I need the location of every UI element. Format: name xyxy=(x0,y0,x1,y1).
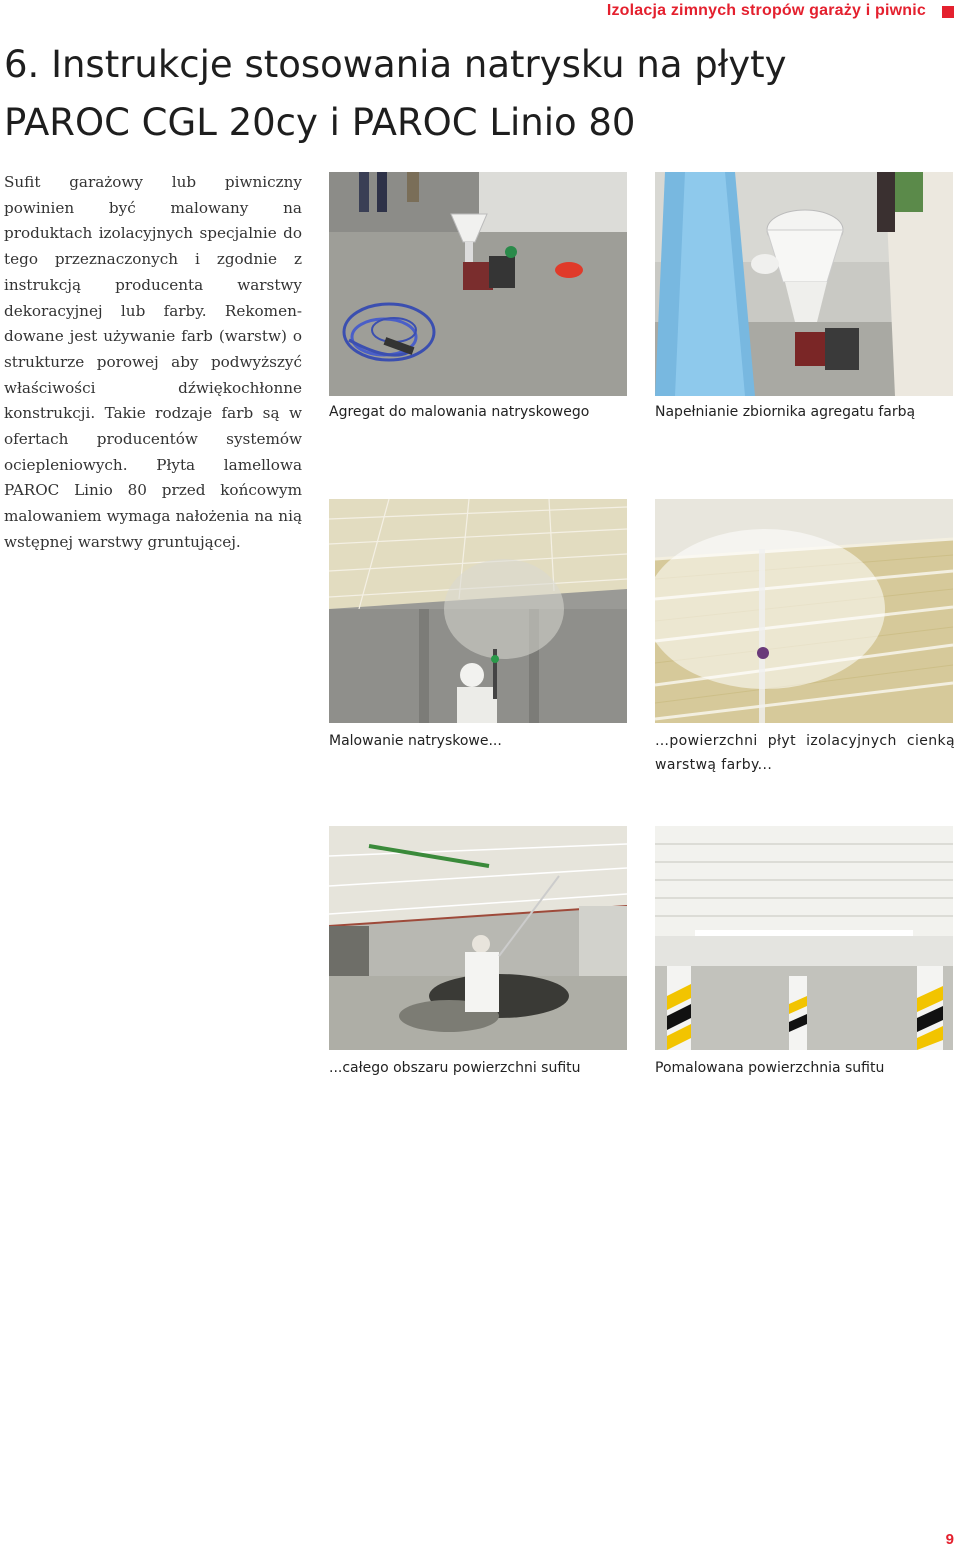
photo-spray-equipment xyxy=(329,172,627,396)
photo-painted-ceiling xyxy=(655,826,953,1050)
photo-caption-filling-tank: Napełnianie zbiornika agregatu farbą xyxy=(655,404,916,420)
page-title xyxy=(4,36,904,152)
page-title-line-1: 6. Instrukcje stosowania natrysku na płyty xyxy=(4,43,787,86)
page-title-line-2: PAROC CGL 20cy i PAROC Linio 80 xyxy=(4,101,636,144)
photo-entire-ceiling xyxy=(329,826,627,1050)
photo-caption-spray-equipment: Agregat do malowania natryskowego xyxy=(329,404,590,420)
photo-caption-painted-ceiling: Pomalowana powierzchnia sufitu xyxy=(655,1060,885,1076)
photo-spray-painting xyxy=(329,499,627,723)
photo-ceiling-closeup xyxy=(655,499,953,723)
body-paragraph: Sufit garażowy lub piwniczny powinien być malowany na produktach izolacyjnych specjalnie do tego przeznaczonych i zgodnie z instrukcją producenta warstwy dekoracyjnej lub farby. Rekomendowane jest używanie farb (warstw) o strukturze porowej aby podwyższyć właściwości dźwiękochłonne konstrukcji. Takie rodzaje farb są w ofertach producentów systemów ociepleniowych. Płyta lamellowa PAROC Linio 80 przed końcowym malowaniem wymaga nałożenia na nią wstępnej warstwy gruntującej. xyxy=(4,173,302,551)
header-square-marker xyxy=(942,6,954,18)
section-header-label: Izolacja zimnych stropów garaży i piwnic xyxy=(606,2,926,19)
photo-caption-spray-painting: Malowanie natryskowe... xyxy=(329,733,502,749)
page-number: 9 xyxy=(945,1531,954,1548)
photo-filling-tank xyxy=(655,172,953,396)
photo-caption-ceiling-closeup: …powierzchni płyt izolacyjnych cienką warstwą farby... xyxy=(655,733,955,773)
photo-caption-entire-ceiling: ...całego obszaru powierzchni sufitu xyxy=(329,1060,581,1076)
